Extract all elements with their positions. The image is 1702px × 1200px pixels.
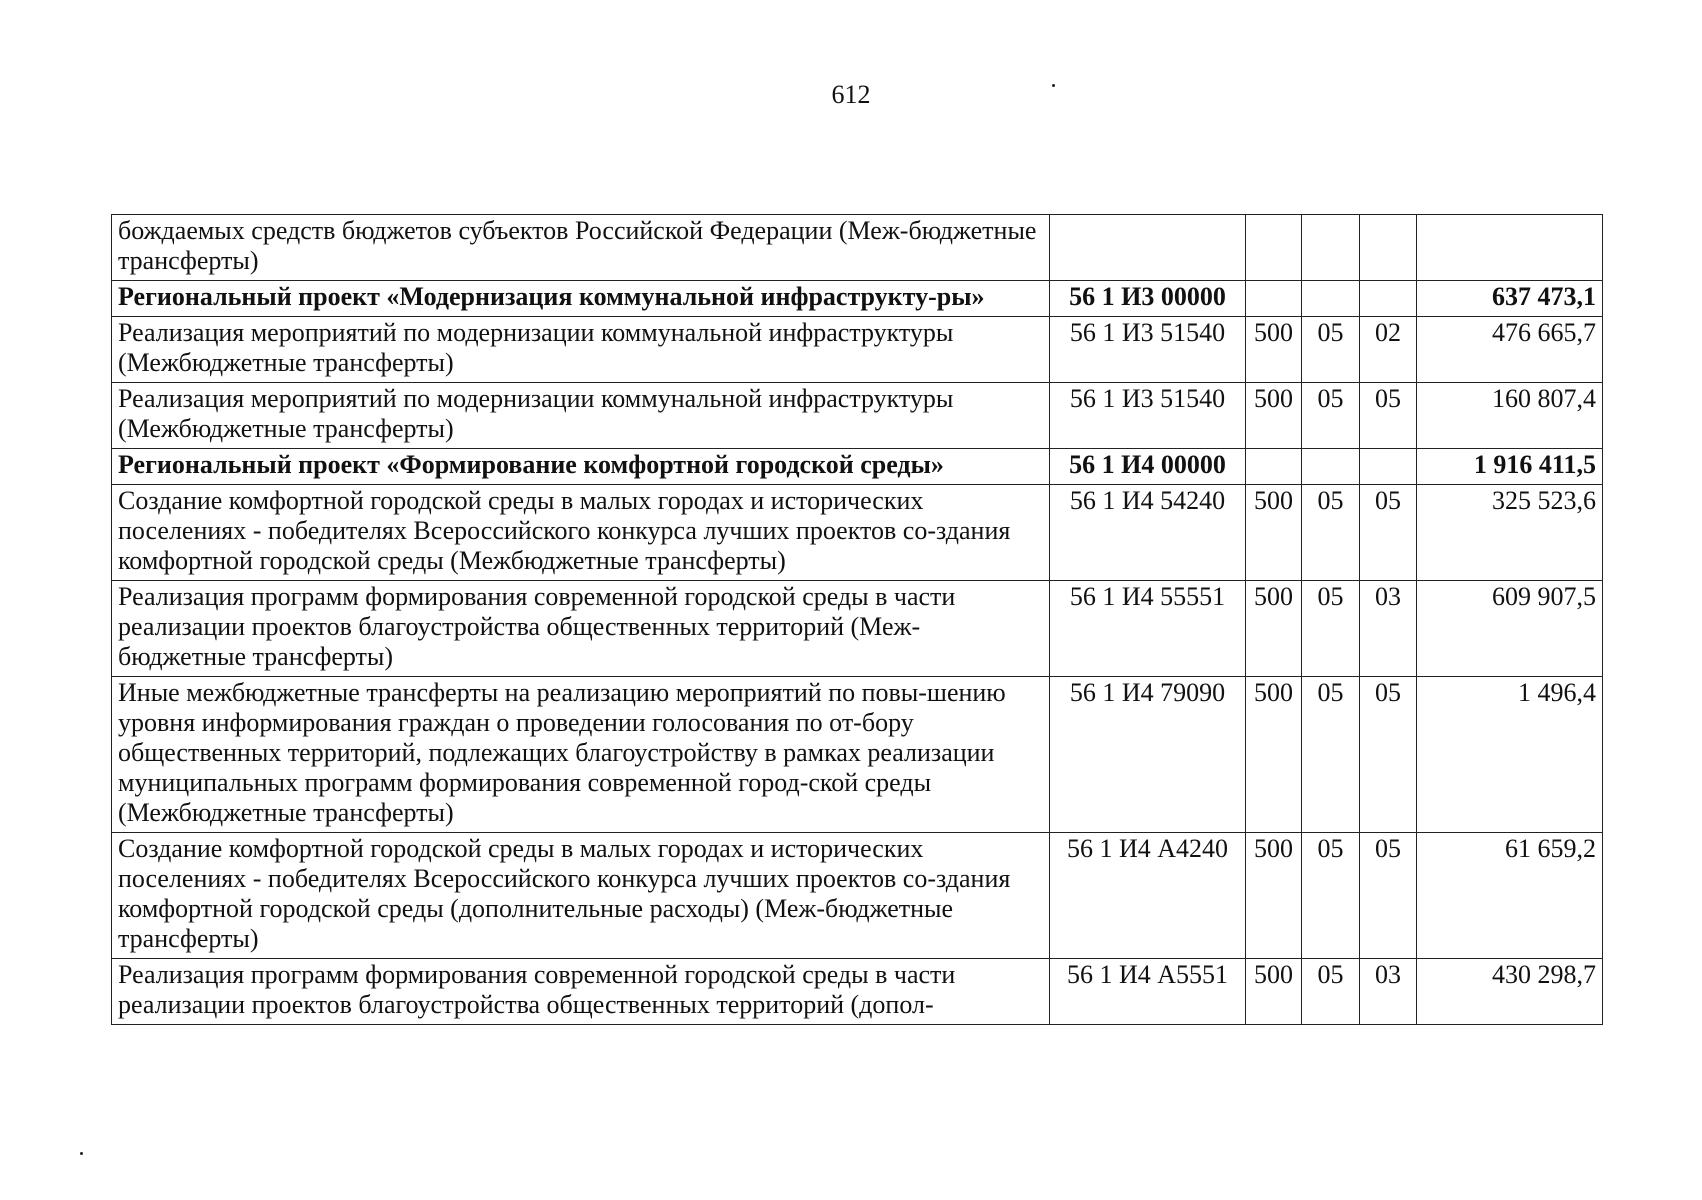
row-pr-cell: 05 [1360, 485, 1417, 581]
row-pr-cell [1360, 449, 1417, 485]
row-pr-cell: 02 [1360, 317, 1417, 383]
row-name-cell: Региональный проект «Формирование комфортной городской среды» [112, 449, 1050, 485]
row-name-cell: Реализация мероприятий по модернизации коммунальной инфраструктуры (Межбюджетные трансферты) [112, 317, 1050, 383]
row-rz-cell: 05 [1302, 317, 1360, 383]
row-sum-cell: 1 496,4 [1417, 677, 1603, 833]
scan-speck [1052, 84, 1055, 87]
row-vr-cell: 500 [1246, 383, 1302, 449]
row-code-cell: 56 1 И4 79090 [1050, 677, 1246, 833]
row-rz-cell: 05 [1302, 485, 1360, 581]
table-row [112, 317, 1603, 383]
row-pr-cell: 05 [1360, 833, 1417, 959]
scan-speck [80, 1152, 83, 1155]
row-rz-cell: 05 [1302, 581, 1360, 677]
row-sum-cell [1417, 215, 1603, 281]
row-sum-cell: 609 907,5 [1417, 581, 1603, 677]
row-code-cell: 56 1 И4 А5551 [1050, 959, 1246, 1025]
row-vr-cell: 500 [1246, 581, 1302, 677]
table-row [112, 677, 1603, 833]
row-rz-cell [1302, 215, 1360, 281]
row-name-cell: Реализация программ формирования современной городской среды в части реализации проектов благоустройства общественных территорий (допол- [112, 959, 1050, 1025]
row-vr-cell: 500 [1246, 317, 1302, 383]
row-sum-cell: 61 659,2 [1417, 833, 1603, 959]
row-pr-cell: 05 [1360, 677, 1417, 833]
row-sum-cell: 1 916 411,5 [1417, 449, 1603, 485]
table-row [112, 581, 1603, 677]
row-rz-cell [1302, 281, 1360, 317]
row-code-cell: 56 1 И4 00000 [1050, 449, 1246, 485]
row-name-cell: бождаемых средств бюджетов субъектов Российской Федерации (Меж-бюджетные трансферты) [112, 215, 1050, 281]
row-name-cell: Реализация мероприятий по модернизации коммунальной инфраструктуры (Межбюджетные трансферты) [112, 383, 1050, 449]
table-row [112, 485, 1603, 581]
row-name-cell: Создание комфортной городской среды в малых городах и исторических поселениях - победителях Всероссийского конкурса лучших проектов со-здания комфортной городской среды (дополнительные расходы) (Меж-бюджетные трансферты) [112, 833, 1050, 959]
row-sum-cell: 430 298,7 [1417, 959, 1603, 1025]
row-name-cell: Создание комфортной городской среды в малых городах и исторических поселениях - победителях Всероссийского конкурса лучших проектов со-здания комфортной городской среды (Межбюджетные трансферты) [112, 485, 1050, 581]
row-pr-cell [1360, 215, 1417, 281]
row-pr-cell: 05 [1360, 383, 1417, 449]
row-code-cell: 56 1 И4 А4240 [1050, 833, 1246, 959]
row-sum-cell: 325 523,6 [1417, 485, 1603, 581]
budget-table-body [112, 215, 1603, 1025]
row-rz-cell: 05 [1302, 833, 1360, 959]
table-row [112, 215, 1603, 281]
row-sum-cell: 160 807,4 [1417, 383, 1603, 449]
row-code-cell: 56 1 И3 00000 [1050, 281, 1246, 317]
row-pr-cell: 03 [1360, 959, 1417, 1025]
row-pr-cell: 03 [1360, 581, 1417, 677]
row-vr-cell: 500 [1246, 959, 1302, 1025]
row-name-cell: Реализация программ формирования современной городской среды в части реализации проектов благоустройства общественных территорий (Меж-бюджетные трансферты) [112, 581, 1050, 677]
row-vr-cell: 500 [1246, 833, 1302, 959]
budget-table [111, 214, 1603, 1025]
row-pr-cell [1360, 281, 1417, 317]
row-name-cell: Региональный проект «Модернизация коммунальной инфраструкту-ры» [112, 281, 1050, 317]
row-rz-cell [1302, 449, 1360, 485]
row-code-cell: 56 1 И4 54240 [1050, 485, 1246, 581]
row-rz-cell: 05 [1302, 959, 1360, 1025]
table-row [112, 383, 1603, 449]
row-vr-cell [1246, 449, 1302, 485]
table-row-section [112, 281, 1603, 317]
row-code-cell: 56 1 И3 51540 [1050, 317, 1246, 383]
row-code-cell [1050, 215, 1246, 281]
row-vr-cell: 500 [1246, 677, 1302, 833]
row-code-cell: 56 1 И3 51540 [1050, 383, 1246, 449]
row-rz-cell: 05 [1302, 677, 1360, 833]
row-vr-cell [1246, 215, 1302, 281]
table-row-section [112, 449, 1603, 485]
row-name-cell: Иные межбюджетные трансферты на реализацию мероприятий по повы-шению уровня информирования граждан о проведении голосования по от-бору общественных территорий, подлежащих благоустройству в рамках реализации муниципальных программ формирования современной город-ской среды (Межбюджетные трансферты) [112, 677, 1050, 833]
row-vr-cell: 500 [1246, 485, 1302, 581]
table-row [112, 833, 1603, 959]
row-vr-cell [1246, 281, 1302, 317]
row-sum-cell: 637 473,1 [1417, 281, 1603, 317]
row-code-cell: 56 1 И4 55551 [1050, 581, 1246, 677]
row-sum-cell: 476 665,7 [1417, 317, 1603, 383]
page-number: 612 [831, 80, 871, 109]
row-rz-cell: 05 [1302, 383, 1360, 449]
table-row [112, 959, 1603, 1025]
